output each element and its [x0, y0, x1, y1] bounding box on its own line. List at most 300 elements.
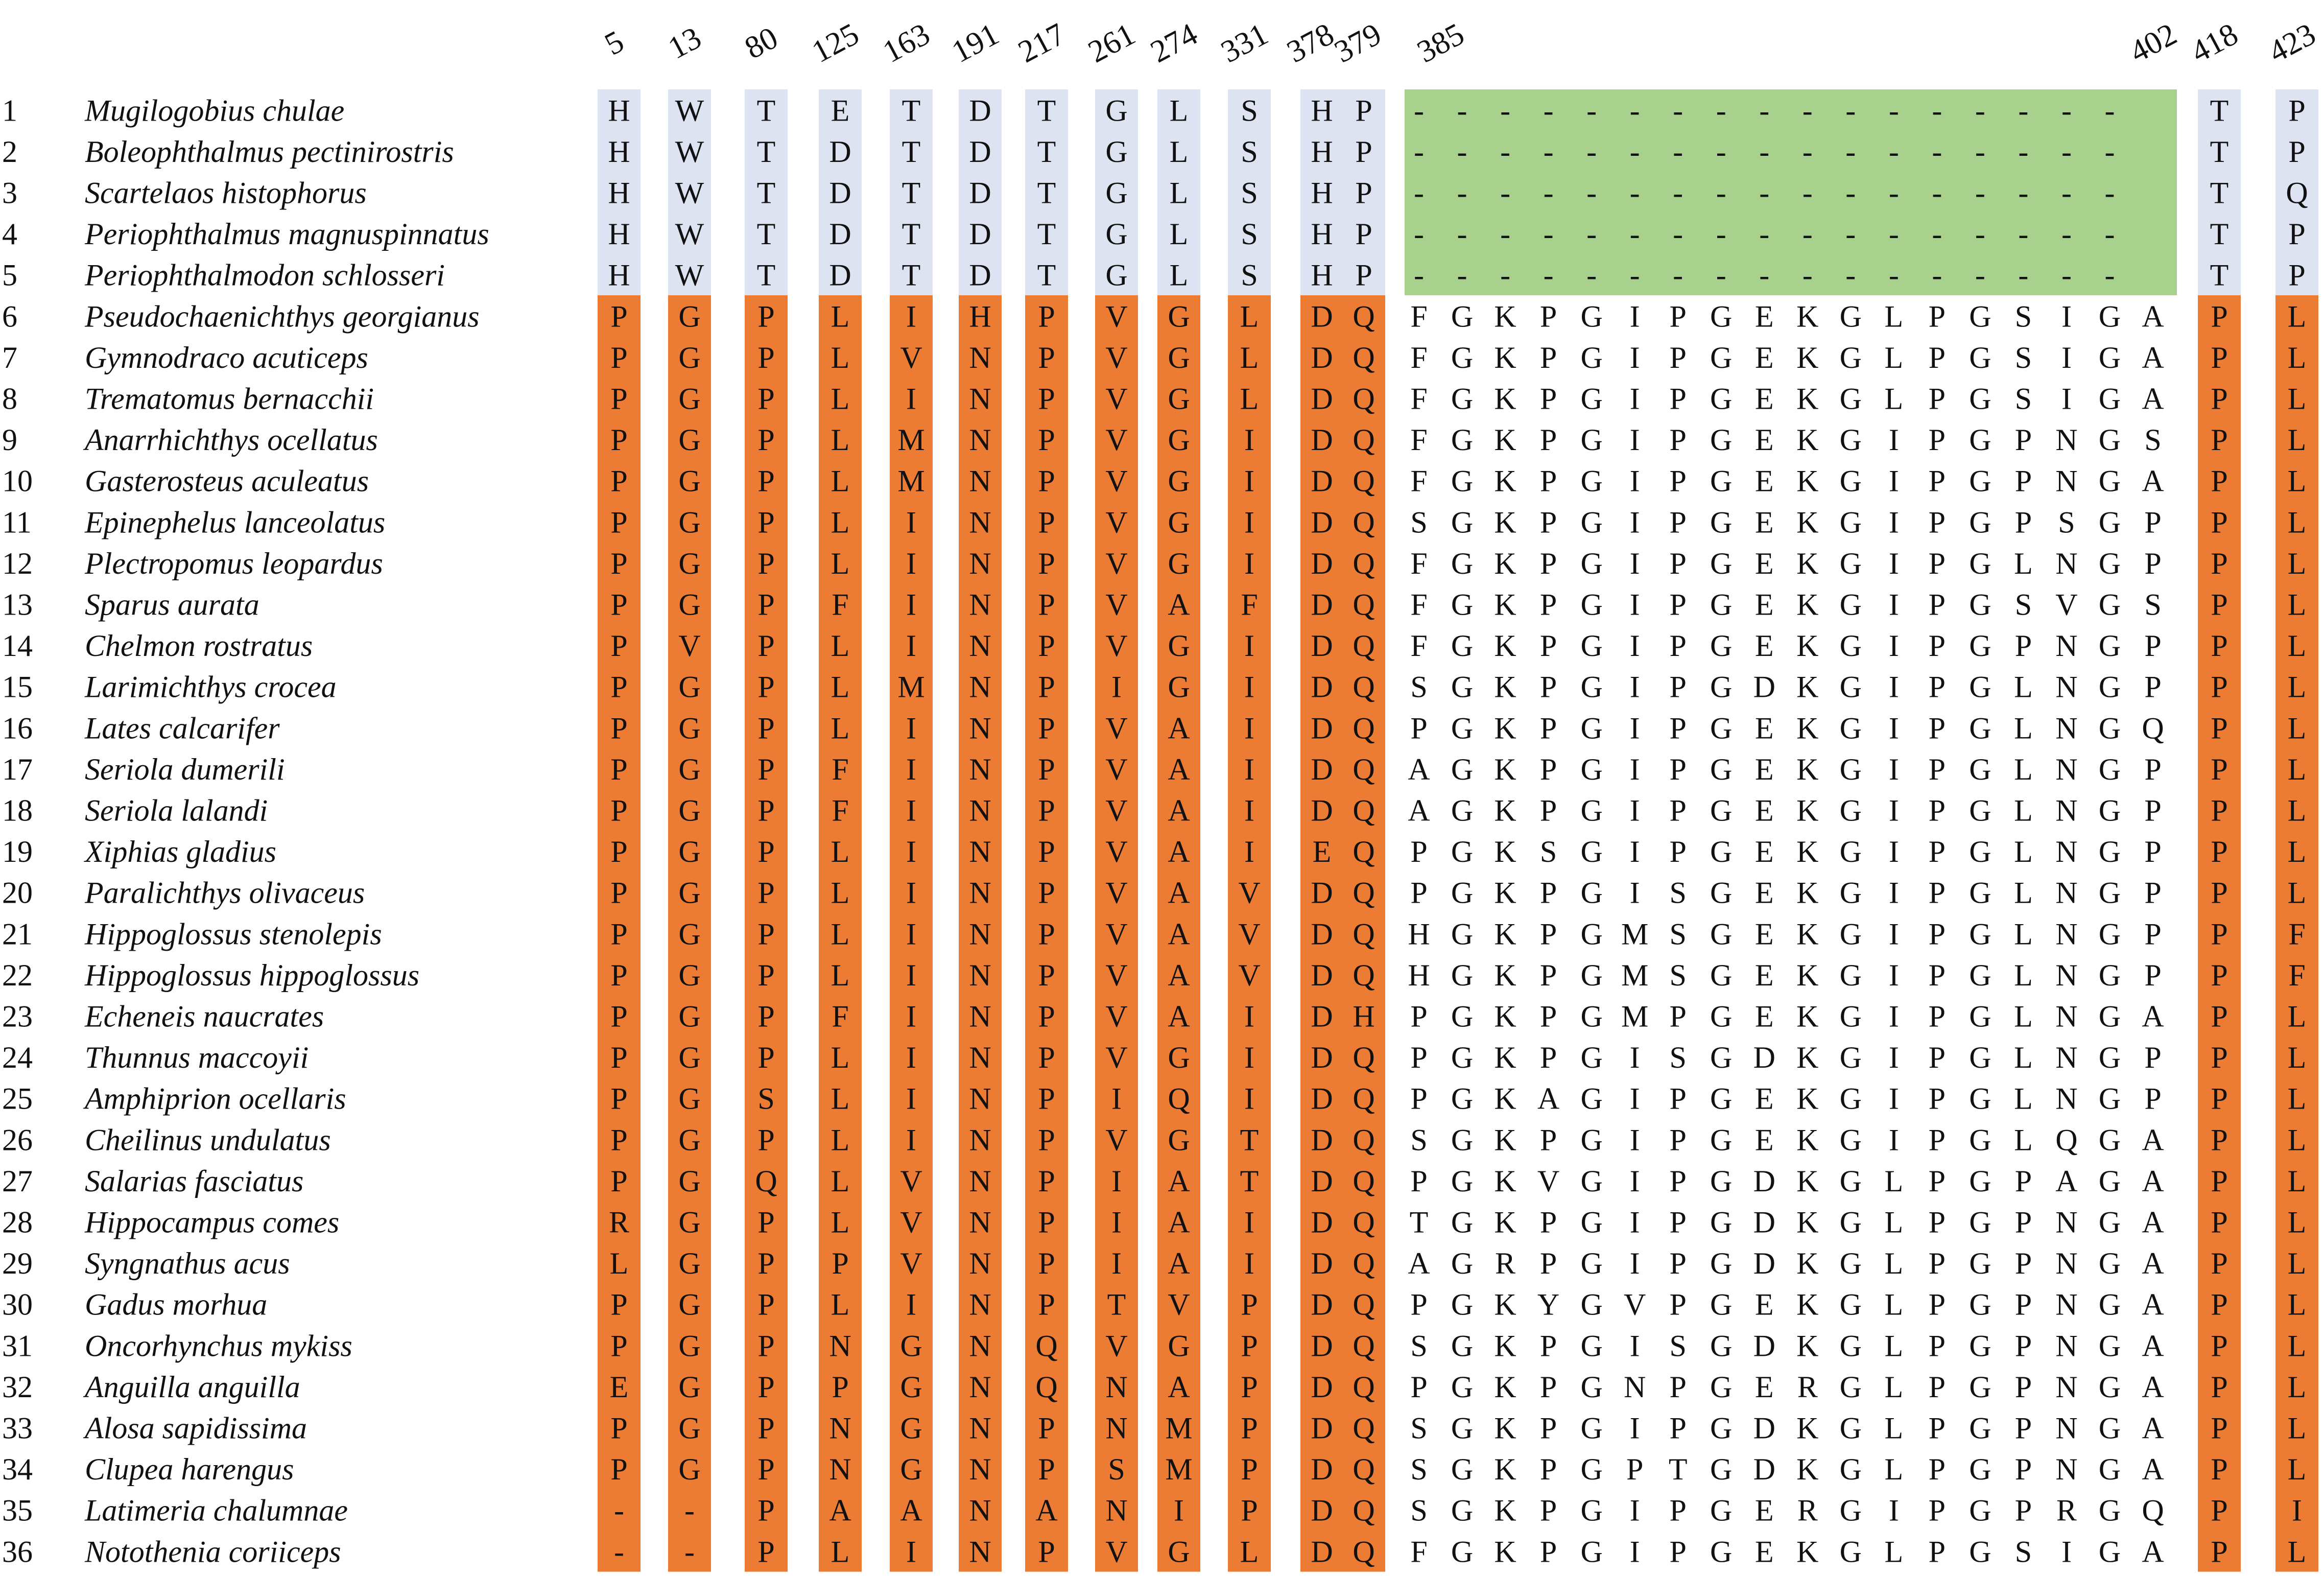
segment-residue: N — [2055, 670, 2078, 704]
residue: P — [757, 1246, 775, 1281]
segment-residue: G — [1969, 340, 1991, 374]
gap-residue: - — [1759, 258, 1770, 292]
residue: D — [829, 217, 851, 251]
segment-residue: G — [1969, 1370, 1991, 1404]
gap-residue: - — [1500, 176, 1511, 210]
segment-residue: G — [2098, 382, 2121, 416]
segment-residue: F — [1410, 629, 1428, 663]
residue: Q — [1353, 546, 1375, 580]
segment-residue: K — [1494, 1535, 1516, 1569]
segment-residue: G — [1969, 629, 1991, 663]
segment-residue: G — [1580, 299, 1603, 334]
segment-residue: F — [1410, 464, 1428, 498]
segment-residue: L — [2014, 835, 2033, 869]
position-header: 261 — [1082, 16, 1141, 70]
segment-residue: P — [1410, 999, 1428, 1033]
segment-residue: N — [2055, 958, 2078, 992]
residue: V — [900, 340, 922, 374]
species-name: Epinephelus lanceolatus — [85, 505, 386, 539]
segment-residue: A — [2055, 1164, 2078, 1198]
segment-residue: N — [2055, 546, 2078, 580]
residue: P — [1241, 1287, 1258, 1322]
residue: G — [678, 752, 701, 786]
gap-residue: - — [2104, 217, 2115, 251]
residue: N — [969, 917, 991, 951]
residue: N — [969, 1246, 991, 1281]
residue: I — [1244, 1041, 1254, 1075]
segment-residue: L — [2014, 670, 2033, 704]
segment-residue: G — [2098, 1081, 2121, 1116]
segment-residue: G — [1451, 1535, 1474, 1569]
residue: P — [757, 1452, 775, 1487]
residue: S — [1108, 1452, 1125, 1487]
row-number: 21 — [2, 917, 33, 951]
residue: P — [2288, 93, 2306, 128]
residue: H — [608, 93, 630, 128]
segment-residue: G — [1710, 1205, 1733, 1239]
segment-residue: K — [1796, 464, 1819, 498]
row-number: 4 — [2, 217, 17, 251]
segment-residue: N — [2055, 1246, 2078, 1281]
segment-residue: I — [1629, 1205, 1640, 1239]
segment-residue: G — [1710, 670, 1733, 704]
segment-residue: I — [1888, 711, 1899, 745]
alignment-row — [2, 1164, 2306, 1198]
segment-residue: G — [1451, 1452, 1474, 1487]
residue: L — [831, 958, 850, 992]
residue: N — [829, 1329, 851, 1363]
segment-residue: G — [1451, 752, 1474, 786]
residue: P — [610, 505, 628, 539]
segment-residue: K — [1494, 587, 1516, 622]
segment-residue: G — [1710, 299, 1733, 334]
residue: G — [1168, 1123, 1190, 1157]
residue: D — [1311, 629, 1333, 663]
residue: Q — [755, 1164, 777, 1198]
gap-residue: - — [1543, 176, 1554, 210]
residue: A — [900, 1493, 922, 1527]
row-number: 1 — [2, 93, 17, 128]
segment-residue: P — [2144, 546, 2162, 580]
residue: W — [675, 176, 704, 210]
segment-residue: I — [1629, 299, 1640, 334]
residue: Q — [1035, 1370, 1058, 1404]
segment-residue: I — [1629, 505, 1640, 539]
gap-residue: - — [1845, 217, 1856, 251]
segment-residue: P — [1539, 1452, 1557, 1487]
residue: T — [2210, 258, 2229, 292]
segment-residue: K — [1796, 917, 1819, 951]
segment-residue: K — [1796, 670, 1819, 704]
residue: T — [756, 93, 776, 128]
residue: N — [969, 793, 991, 828]
segment-residue: G — [2098, 299, 2121, 334]
segment-residue: G — [1839, 546, 1862, 580]
segment-residue: G — [1839, 423, 1862, 457]
residue: P — [610, 464, 628, 498]
residue: P — [610, 1411, 628, 1445]
gap-residue: - — [1932, 176, 1942, 210]
residue: N — [969, 340, 991, 374]
segment-residue: P — [1539, 1535, 1557, 1569]
segment-residue: G — [1969, 876, 1991, 910]
residue: M — [1165, 1452, 1193, 1487]
residue: P — [610, 1329, 628, 1363]
segment-residue: K — [1796, 1535, 1819, 1569]
residue: G — [678, 793, 701, 828]
gap-residue: - — [1716, 93, 1726, 128]
residue: S — [757, 1081, 775, 1116]
residue: V — [1105, 958, 1128, 992]
residue: G — [678, 1041, 701, 1075]
segment-residue: I — [1888, 1081, 1899, 1116]
residue: L — [831, 1205, 850, 1239]
segment-residue: L — [2014, 1041, 2033, 1075]
species-name: Seriola dumerili — [85, 752, 285, 786]
segment-residue: G — [1839, 505, 1862, 539]
gap-residue: - — [1629, 93, 1640, 128]
alignment-row — [2, 464, 2306, 498]
segment-residue: G — [1710, 876, 1733, 910]
residue: T — [1240, 1164, 1259, 1198]
segment-residue: G — [1710, 629, 1733, 663]
residue: P — [832, 1246, 849, 1281]
residue: Q — [1353, 1452, 1375, 1487]
segment-residue: K — [1494, 876, 1516, 910]
gap-residue: - — [1500, 258, 1511, 292]
residue: V — [1238, 876, 1261, 910]
segment-residue: P — [1410, 1164, 1428, 1198]
segment-residue: L — [1884, 382, 1904, 416]
alignment-row — [2, 588, 2306, 622]
segment-residue: K — [1796, 1411, 1819, 1445]
segment-residue: E — [1754, 340, 1774, 374]
segment-residue: Q — [2142, 1493, 2164, 1527]
segment-residue: G — [1839, 1535, 1862, 1569]
segment-residue: N — [2055, 1287, 2078, 1322]
segment-residue: P — [1669, 1411, 1687, 1445]
segment-residue: N — [2055, 1081, 2078, 1116]
position-header: 163 — [877, 16, 936, 70]
segment-residue: A — [2142, 340, 2164, 374]
gap-residue: - — [2018, 176, 2029, 210]
residue: N — [969, 958, 991, 992]
residue: L — [1240, 340, 1259, 374]
residue: P — [1038, 1535, 1055, 1569]
residue: P — [1038, 752, 1055, 786]
residue: P — [1038, 835, 1055, 869]
gap-residue: - — [1932, 93, 1942, 128]
segment-residue: P — [1410, 1370, 1428, 1404]
residue: L — [831, 505, 850, 539]
residue: N — [829, 1411, 851, 1445]
gap-residue: - — [1759, 176, 1770, 210]
residue: S — [1241, 176, 1258, 210]
residue: P — [1241, 1411, 1258, 1445]
segment-residue: E — [1754, 1081, 1774, 1116]
segment-residue: K — [1796, 752, 1819, 786]
residue: G — [678, 505, 701, 539]
gap-residue: - — [1802, 176, 1813, 210]
residue: N — [969, 752, 991, 786]
residue: N — [829, 1452, 851, 1487]
residue: F — [1241, 587, 1258, 622]
segment-residue: S — [1410, 1411, 1428, 1445]
segment-residue: G — [2098, 587, 2121, 622]
segment-residue: L — [2014, 1123, 2033, 1157]
segment-residue: I — [1629, 1329, 1640, 1363]
species-name: Sparus aurata — [85, 587, 259, 622]
segment-residue: K — [1494, 793, 1516, 828]
species-name: Salarias fasciatus — [85, 1164, 304, 1198]
residue: D — [1311, 1081, 1333, 1116]
residue: P — [757, 546, 775, 580]
species-name: Periophthalmodon schlosseri — [85, 258, 445, 292]
residue: I — [906, 382, 916, 416]
gap-residue: - — [1673, 217, 1683, 251]
gap-residue: - — [1586, 93, 1597, 128]
segment-residue: G — [1839, 752, 1862, 786]
segment-residue: D — [1753, 670, 1775, 704]
segment-residue: G — [1969, 752, 1991, 786]
residue: I — [906, 1123, 916, 1157]
residue: P — [757, 423, 775, 457]
residue: L — [2287, 340, 2307, 374]
segment-residue: K — [1494, 464, 1516, 498]
residue: G — [678, 999, 701, 1033]
residue: G — [1168, 340, 1190, 374]
residue: P — [610, 917, 628, 951]
row-number: 16 — [2, 711, 33, 745]
segment-residue: G — [2098, 835, 2121, 869]
segment-residue: N — [2055, 423, 2078, 457]
residue: D — [969, 93, 991, 128]
segment-residue: P — [1928, 1041, 1946, 1075]
residue: D — [829, 134, 851, 169]
residue: G — [1105, 93, 1128, 128]
segment-residue: P — [1669, 505, 1687, 539]
residue: D — [969, 217, 991, 251]
residue: P — [2288, 217, 2306, 251]
segment-residue: G — [1710, 423, 1733, 457]
gap-residue: - — [1759, 93, 1770, 128]
gap-residue: - — [1543, 93, 1554, 128]
species-name: Larimichthys crocea — [85, 670, 337, 704]
alignment-row — [2, 752, 2306, 786]
residue: H — [1311, 93, 1333, 128]
segment-residue: A — [2142, 1535, 2164, 1569]
position-header: 191 — [946, 16, 1005, 70]
residue: Q — [1353, 299, 1375, 334]
alignment-rows — [2, 93, 2308, 1568]
segment-residue: S — [1410, 1493, 1428, 1527]
residue: N — [969, 1287, 991, 1322]
residue: N — [969, 464, 991, 498]
segment-residue: G — [2098, 999, 2121, 1033]
segment-residue: G — [1839, 587, 1862, 622]
gap-residue: - — [1457, 217, 1467, 251]
segment-residue: G — [1839, 793, 1862, 828]
segment-residue: E — [1754, 1123, 1774, 1157]
residue: V — [1105, 835, 1128, 869]
segment-residue: L — [1884, 1535, 1904, 1569]
segment-residue: I — [1888, 587, 1899, 622]
segment-residue: I — [1629, 1246, 1640, 1281]
residue: L — [831, 876, 850, 910]
segment-residue: G — [1451, 340, 1474, 374]
species-name: Mugilogobius chulae — [85, 93, 345, 128]
residue: L — [2287, 999, 2307, 1033]
segment-residue: P — [1539, 1493, 1557, 1527]
residue: L — [831, 423, 850, 457]
row-number: 31 — [2, 1329, 33, 1363]
residue: - — [614, 1535, 624, 1569]
residue: D — [1311, 793, 1333, 828]
segment-residue: I — [1629, 1041, 1640, 1075]
segment-residue: P — [1669, 1246, 1687, 1281]
segment-residue: P — [1539, 1123, 1557, 1157]
alignment-row — [2, 1206, 2306, 1239]
segment-residue: G — [1580, 340, 1603, 374]
residue: T — [1037, 176, 1056, 210]
gap-residue: - — [1802, 217, 1813, 251]
segment-residue: P — [1928, 546, 1946, 580]
segment-residue: S — [1410, 1329, 1428, 1363]
residue: F — [2288, 917, 2306, 951]
residue: W — [675, 217, 704, 251]
residue: I — [1111, 1081, 1122, 1116]
residue: S — [1241, 93, 1258, 128]
residue: N — [969, 999, 991, 1033]
segment-residue: I — [1629, 876, 1640, 910]
segment-residue: G — [1580, 958, 1603, 992]
residue: H — [608, 176, 630, 210]
segment-residue: K — [1494, 752, 1516, 786]
residue: V — [1105, 999, 1128, 1033]
segment-residue: G — [1969, 835, 1991, 869]
residue: I — [1244, 464, 1254, 498]
residue: I — [906, 505, 916, 539]
residue: P — [2211, 917, 2228, 951]
residue: L — [2287, 464, 2307, 498]
residue: P — [2211, 1041, 2228, 1075]
residue: V — [1105, 629, 1128, 663]
segment-residue: P — [1928, 505, 1946, 539]
residue: Q — [1353, 1287, 1375, 1322]
residue: L — [1169, 93, 1189, 128]
residue: D — [1311, 382, 1333, 416]
residue: V — [1238, 917, 1261, 951]
residue: P — [610, 999, 628, 1033]
gap-residue: - — [1586, 258, 1597, 292]
residue: - — [684, 1493, 695, 1527]
segment-residue: K — [1796, 546, 1819, 580]
residue: G — [678, 1081, 701, 1116]
segment-residue: P — [1539, 1329, 1557, 1363]
segment-residue: L — [1884, 299, 1904, 334]
segment-residue: L — [2014, 876, 2033, 910]
segment-residue: Q — [2055, 1123, 2078, 1157]
residue: L — [1240, 299, 1259, 334]
species-name: Gymnodraco acuticeps — [85, 340, 368, 374]
residue: A — [1168, 1164, 1190, 1198]
segment-residue: N — [2055, 1452, 2078, 1487]
segment-residue: G — [1710, 1411, 1733, 1445]
segment-residue: P — [1539, 670, 1557, 704]
segment-residue: G — [1839, 629, 1862, 663]
segment-residue: G — [1580, 835, 1603, 869]
gap-residue: - — [1586, 134, 1597, 169]
segment-residue: G — [1839, 382, 1862, 416]
residue: I — [906, 958, 916, 992]
residue: P — [2211, 711, 2228, 745]
segment-residue: P — [1539, 999, 1557, 1033]
segment-residue: I — [1888, 876, 1899, 910]
residue: A — [1168, 752, 1190, 786]
segment-residue: G — [1710, 1123, 1733, 1157]
gap-residue: - — [1586, 217, 1597, 251]
residue: G — [1168, 382, 1190, 416]
segment-residue: G — [1580, 1452, 1603, 1487]
residue: Q — [1353, 587, 1375, 622]
row-number: 29 — [2, 1246, 33, 1281]
residue: L — [609, 1246, 629, 1281]
segment-residue: K — [1796, 340, 1819, 374]
residue: F — [2288, 958, 2306, 992]
segment-residue: P — [1928, 752, 1946, 786]
residue: L — [2287, 505, 2307, 539]
segment-residue: G — [1969, 711, 1991, 745]
residue: P — [2288, 258, 2306, 292]
residue: P — [832, 1370, 849, 1404]
residue: I — [1244, 711, 1254, 745]
segment-residue: G — [1710, 1370, 1733, 1404]
residue: G — [1105, 176, 1128, 210]
segment-residue: P — [1928, 1329, 1946, 1363]
segment-residue: G — [2098, 1123, 2121, 1157]
segment-residue: I — [1888, 546, 1899, 580]
segment-residue: R — [1797, 1493, 1818, 1527]
residue: N — [969, 1123, 991, 1157]
segment-residue: S — [1410, 505, 1428, 539]
residue: I — [1244, 999, 1254, 1033]
segment-residue: A — [2142, 1370, 2164, 1404]
residue: H — [608, 217, 630, 251]
segment-residue: G — [1969, 1452, 1991, 1487]
residue: D — [1311, 423, 1333, 457]
residue: I — [1244, 1205, 1254, 1239]
segment-residue: G — [2098, 1205, 2121, 1239]
segment-residue: P — [1539, 958, 1557, 992]
segment-residue: G — [1839, 670, 1862, 704]
segment-residue: K — [1494, 711, 1516, 745]
segment-residue: K — [1796, 999, 1819, 1033]
segment-residue: E — [1754, 629, 1774, 663]
residue: L — [831, 340, 850, 374]
residue: V — [1105, 1535, 1128, 1569]
residue: Q — [1353, 917, 1375, 951]
residue: P — [2211, 299, 2228, 334]
residue: P — [1038, 340, 1055, 374]
residue: L — [2287, 629, 2307, 663]
residue: I — [1111, 1205, 1122, 1239]
segment-residue: G — [2098, 1246, 2121, 1281]
residue: I — [906, 1535, 916, 1569]
segment-residue: G — [1969, 1041, 1991, 1075]
segment-residue: P — [2014, 1164, 2032, 1198]
residue: P — [1038, 1041, 1055, 1075]
segment-residue: P — [1669, 1164, 1687, 1198]
